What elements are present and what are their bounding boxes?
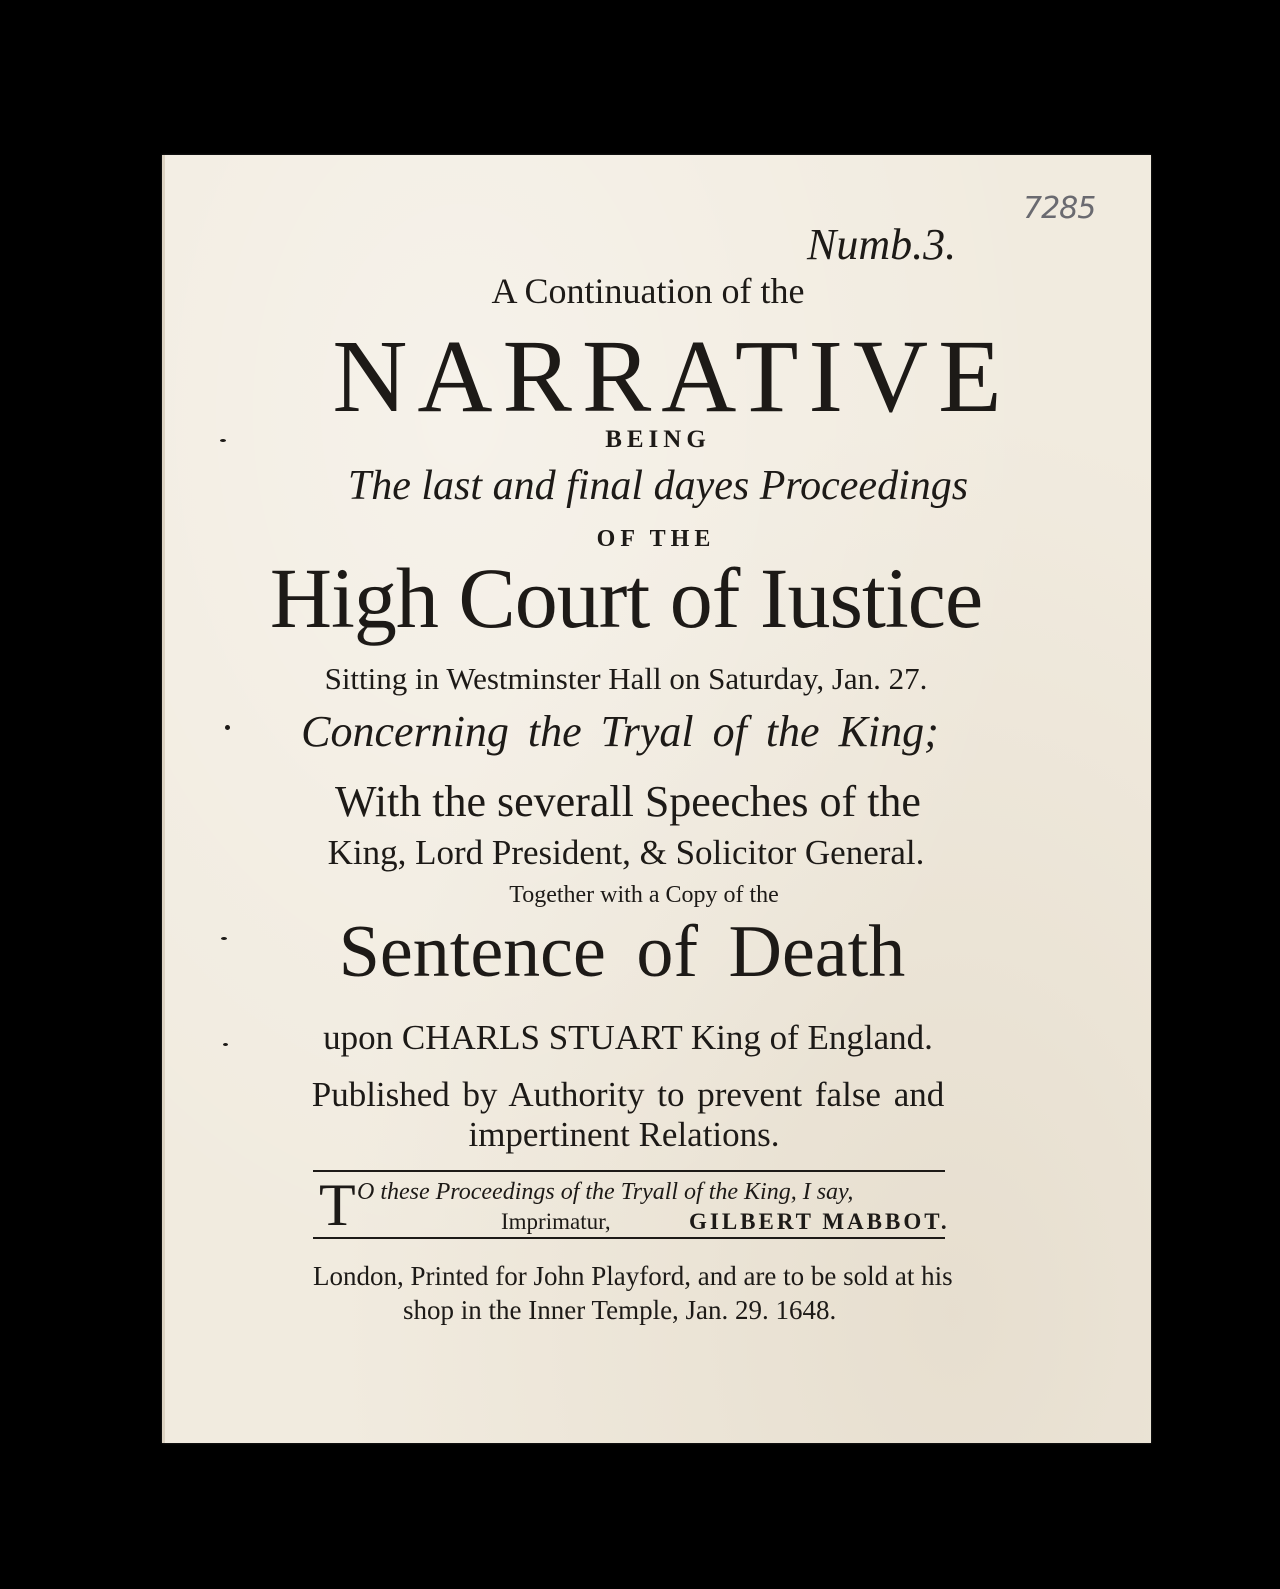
imprimatur-word: Imprimatur, (501, 1209, 611, 1234)
concerning-line: Concerning the Tryal of the King; (301, 707, 939, 756)
speeches-line: With the severall Speeches of the (335, 777, 921, 826)
continuation-line: A Continuation of the (491, 271, 805, 311)
proceedings-line: The last and final dayes Proceedings (347, 463, 969, 509)
narrative-title: NARRATIVE (332, 319, 1012, 434)
imprimatur-statement: O these Proceedings of the Tryall of the King, I say, (357, 1179, 854, 1205)
bottom-rule (313, 1237, 945, 1239)
high-court-title: High Court of Iustice (269, 550, 983, 646)
of-the-line: OF THE (596, 526, 716, 552)
binding-mark (223, 1043, 228, 1046)
top-rule (313, 1170, 945, 1172)
binding-mark (220, 439, 226, 442)
imprimatur-dropcap: T (319, 1172, 356, 1238)
imprint-line-2: shop in the Inner Temple, Jan. 29. 1648. (403, 1295, 837, 1325)
title-page (162, 155, 1151, 1443)
impertinent-line: impertinent Relations. (468, 1115, 780, 1154)
sentence-title: Sentence of Death (338, 911, 906, 993)
number-annotation: Numb.3. (807, 220, 957, 269)
speakers-line: King, Lord President, & Solicitor General. (327, 833, 925, 872)
sitting-line: Sitting in Westminster Hall on Saturday, Jan. 27. (324, 661, 928, 696)
published-line: Published by Authority to prevent false and (311, 1075, 945, 1114)
being-line: BEING (605, 426, 711, 453)
binding-mark (225, 725, 230, 730)
licenser-name: GILBERT MABBOT. (689, 1209, 950, 1234)
manuscript-number: 7285 (1023, 191, 1096, 226)
imprint-line-1: London, Printed for John Playford, and are to be sold at his (313, 1261, 953, 1291)
binding-mark (221, 937, 227, 940)
upon-line: upon CHARLS STUART King of England. (323, 1018, 933, 1057)
together-line: Together with a Copy of the (509, 882, 779, 908)
